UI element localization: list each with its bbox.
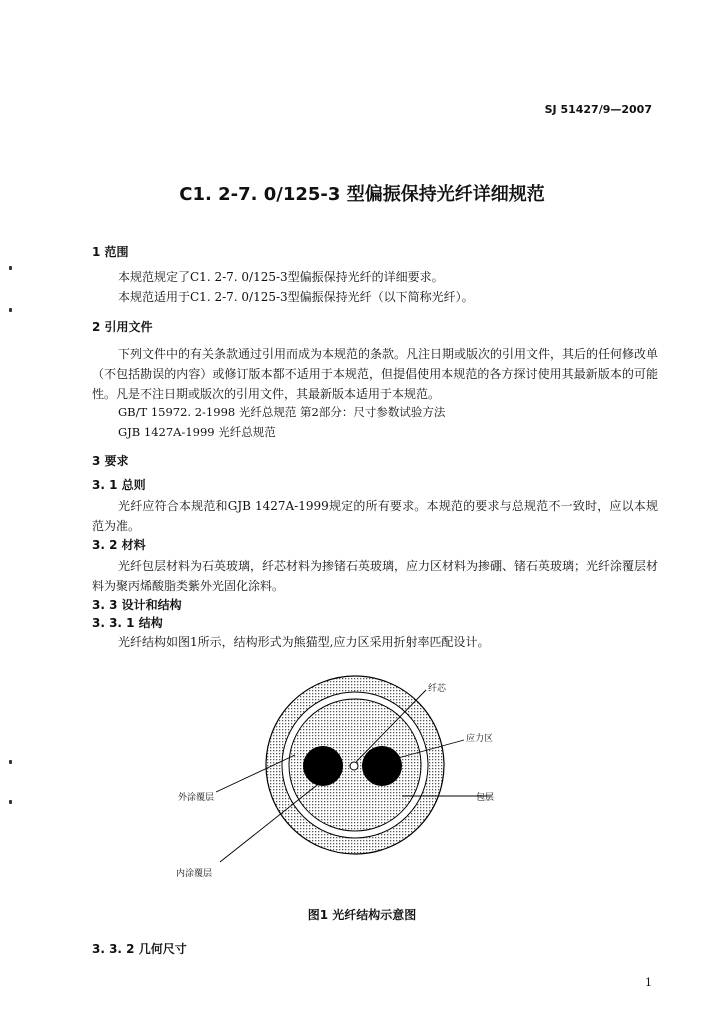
stress-rod-right [362,746,402,786]
section-3-1-paragraph: 光纤应符合本规范和GJB 1427A-1999规定的所有要求。本规范的要求与总规范不一致时，应以本规范为准。 [92,499,658,533]
section-3-3-2-heading: 3. 3. 2 几何尺寸 [92,942,187,956]
section-1-line-1: 本规范规定了C1. 2-7. 0/125-3型偏振保持光纤的详细要求。 [118,270,444,284]
section-3-3-1-line: 光纤结构如图1所示，结构形式为熊猫型,应力区采用折射率匹配设计。 [118,635,490,649]
label-stress-zone: 应力区 [466,734,494,744]
document-title: C1. 2-7. 0/125-3 型偏振保持光纤详细规范 [179,184,545,205]
section-1-line-2: 本规范适用于C1. 2-7. 0/125-3型偏振保持光纤（以下简称光纤）。 [118,290,474,304]
section-1-heading: 1 范围 [92,245,129,259]
section-2-paragraph: 下列文件中的有关条款通过引用而成为本规范的条款。凡注日期或版次的引用文件，其后的任何修改单（不包括勘误的内容）或修订版本都不适用于本规范，但提倡使用本规范的各方探讨使用其最新版本的可能性。凡是不注日期或版次的引用文件，其最新版本适用于本规范。 [92,347,659,401]
page-number: 1 [645,976,652,989]
section-3-3-1-heading: 3. 3. 1 结构 [92,616,163,630]
scan-mark [9,308,12,312]
label-core: 纤芯 [428,684,447,694]
fiber-core [350,762,358,770]
scan-mark [9,800,12,804]
label-outer-coating: 外涂覆层 [178,793,215,803]
fiber-structure-figure [150,660,550,900]
section-3-3-heading: 3. 3 设计和结构 [92,598,182,612]
section-3-1-heading: 3. 1 总则 [92,478,146,492]
reference-1: GB/T 15972. 2-1998 光纤总规范 第2部分：尺寸参数试验方法 [118,405,446,419]
standard-number: SJ 51427/9—2007 [544,103,652,116]
reference-2: GJB 1427A-1999 光纤总规范 [118,425,276,439]
scan-mark [9,760,12,764]
section-2-heading: 2 引用文件 [92,320,153,334]
figure-caption: 图1 光纤结构示意图 [307,908,417,922]
section-3-heading: 3 要求 [92,454,129,468]
label-inner-coating: 内涂覆层 [176,869,213,879]
label-cladding: 包层 [476,793,495,803]
scan-mark [9,266,12,270]
section-3-2-paragraph: 光纤包层材料为石英玻璃，纤芯材料为掺锗石英玻璃，应力区材料为掺硼、锗石英玻璃；光纤涂覆层材料为聚丙烯酸脂类紫外光固化涂料。 [92,559,659,593]
section-3-2-heading: 3. 2 材料 [92,538,146,552]
